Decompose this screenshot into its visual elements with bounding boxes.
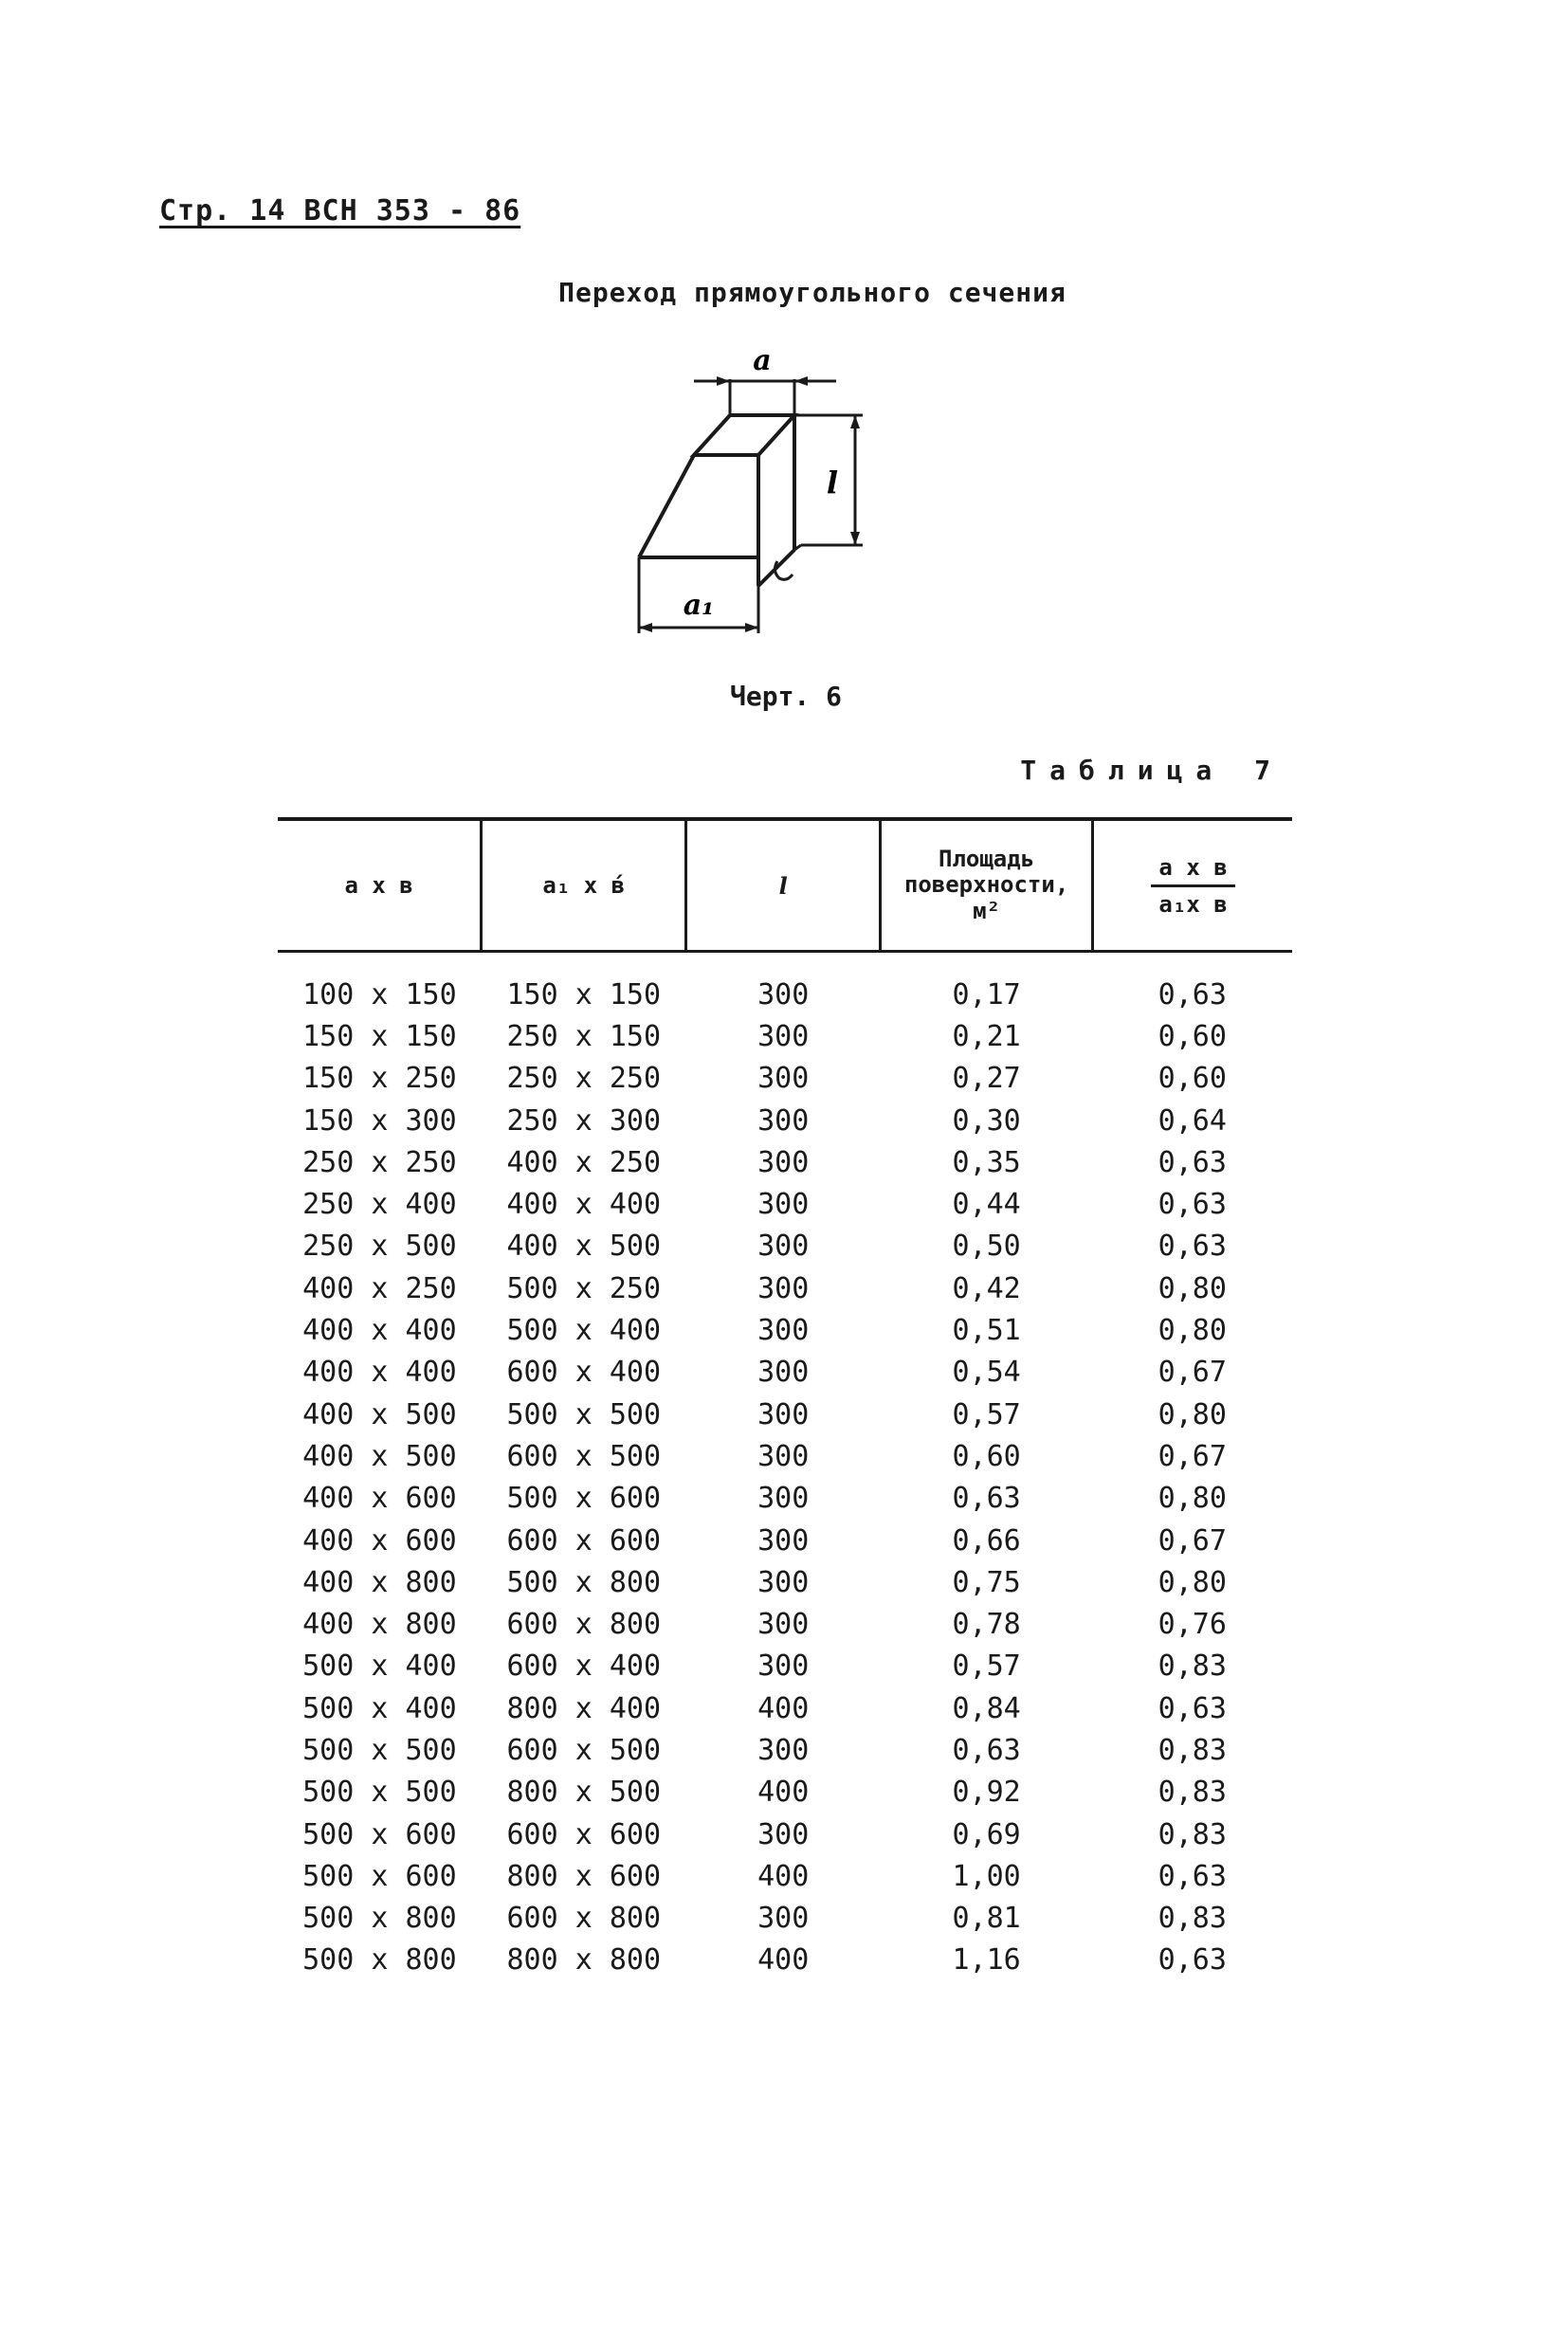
header-surface-area: Площадь поверхности, м² (881, 819, 1093, 952)
header-a1-x-b1: а₁ х в́ (482, 819, 686, 952)
cell-a-x-b: 400 х 500 (302, 1397, 457, 1431)
cell-a-x-b: 400 х 600 (302, 1523, 457, 1558)
cell-ratio: 0,63 (1158, 1859, 1227, 1893)
cell-a1-x-b1: 600 х 400 (506, 1356, 662, 1390)
cell-surface-area: 0,27 (952, 1062, 1021, 1096)
cell-length: 300 (757, 1902, 810, 1936)
cell-length: 300 (757, 1523, 810, 1558)
cell-a-x-b: 400 х 400 (302, 1314, 457, 1348)
cell-a1-x-b1: 400 х 250 (506, 1145, 662, 1179)
cell-length: 300 (757, 1062, 810, 1096)
cell-length: 300 (757, 1188, 810, 1222)
table-header-row (278, 819, 1292, 952)
cell-length: 300 (757, 1019, 810, 1053)
cell-length: 300 (757, 1608, 810, 1642)
cell-ratio: 0,80 (1158, 1314, 1227, 1348)
cell-surface-area: 0,17 (952, 977, 1021, 1011)
cell-ratio: 0,63 (1158, 1230, 1227, 1264)
cell-ratio: 0,83 (1158, 1902, 1227, 1936)
cell-length: 300 (757, 1356, 810, 1390)
cell-a1-x-b1: 500 х 400 (506, 1314, 662, 1348)
cell-a1-x-b1: 500 х 600 (506, 1482, 662, 1516)
cell-ratio: 0,80 (1158, 1271, 1227, 1305)
cell-length: 400 (757, 1776, 810, 1810)
label-a1: a₁ (683, 589, 715, 622)
cell-surface-area: 0,42 (952, 1271, 1021, 1305)
table-row (278, 1603, 1292, 1645)
cell-surface-area: 0,81 (952, 1902, 1021, 1936)
cell-length: 300 (757, 1103, 810, 1138)
cell-a1-x-b1: 600 х 800 (506, 1608, 662, 1642)
cell-a1-x-b1: 500 х 500 (506, 1397, 662, 1431)
table-row (278, 1478, 1292, 1520)
cell-a1-x-b1: 500 х 800 (506, 1565, 662, 1599)
cell-a-x-b: 150 х 300 (302, 1103, 457, 1138)
cell-a1-x-b1: 600 х 400 (506, 1649, 662, 1684)
cell-length: 300 (757, 1439, 810, 1473)
cell-a-x-b: 400 х 400 (302, 1356, 457, 1390)
cell-surface-area: 0,21 (952, 1019, 1021, 1053)
ratio-denominator: а₁х в (1158, 890, 1228, 918)
cell-surface-area: 0,51 (952, 1314, 1021, 1348)
table-row (278, 1394, 1292, 1435)
table-row (278, 1729, 1292, 1771)
cell-surface-area: 0,54 (952, 1356, 1021, 1390)
cell-a-x-b: 400 х 600 (302, 1482, 457, 1516)
cell-a-x-b: 400 х 250 (302, 1271, 457, 1305)
table-row (278, 952, 1292, 1016)
cell-a-x-b: 250 х 250 (302, 1145, 457, 1179)
cell-a-x-b: 500 х 600 (302, 1859, 457, 1893)
cell-a-x-b: 400 х 800 (302, 1565, 457, 1599)
table-row (278, 1855, 1292, 1897)
cell-a-x-b: 500 х 400 (302, 1691, 457, 1725)
cell-a1-x-b1: 150 х 150 (506, 977, 662, 1011)
cell-surface-area: 0,63 (952, 1733, 1021, 1767)
cell-a-x-b: 150 х 250 (302, 1062, 457, 1096)
table-row (278, 1561, 1292, 1603)
cell-a1-x-b1: 600 х 600 (506, 1523, 662, 1558)
cell-surface-area: 0,84 (952, 1691, 1021, 1725)
cell-ratio: 0,80 (1158, 1565, 1227, 1599)
figure-caption: Черт. 6 (730, 681, 843, 712)
cell-a1-x-b1: 600 х 500 (506, 1439, 662, 1473)
cell-length: 400 (757, 1859, 810, 1893)
cell-ratio: 0,60 (1158, 1019, 1227, 1053)
table-row (278, 1183, 1292, 1225)
cell-a-x-b: 250 х 400 (302, 1188, 457, 1222)
cell-a-x-b: 400 х 500 (302, 1439, 457, 1473)
table-row (278, 1772, 1292, 1813)
cell-ratio: 0,76 (1158, 1608, 1227, 1642)
table-row (278, 1435, 1292, 1477)
cell-surface-area: 0,30 (952, 1103, 1021, 1138)
cell-surface-area: 0,35 (952, 1145, 1021, 1179)
cell-ratio: 0,80 (1158, 1482, 1227, 1516)
cell-surface-area: 0,66 (952, 1523, 1021, 1558)
cell-ratio: 0,64 (1158, 1103, 1227, 1138)
cell-surface-area: 0,69 (952, 1817, 1021, 1851)
cell-a1-x-b1: 800 х 400 (506, 1691, 662, 1725)
figure-title: Переход прямоугольного сечения (558, 277, 1067, 308)
cell-a1-x-b1: 500 х 250 (506, 1271, 662, 1305)
cell-a1-x-b1: 600 х 600 (506, 1817, 662, 1851)
table-row (278, 1100, 1292, 1141)
cell-surface-area: 1,00 (952, 1859, 1021, 1893)
cell-ratio: 0,63 (1158, 1691, 1227, 1725)
cell-a-x-b: 500 х 800 (302, 1902, 457, 1936)
table-row (278, 1015, 1292, 1057)
cell-surface-area: 0,92 (952, 1776, 1021, 1810)
cell-surface-area: 0,63 (952, 1482, 1021, 1516)
table-row (278, 1309, 1292, 1351)
header-a-x-b: а х в (278, 819, 482, 952)
cell-a1-x-b1: 250 х 250 (506, 1062, 662, 1096)
cell-surface-area: 0,57 (952, 1649, 1021, 1684)
cell-length: 300 (757, 1733, 810, 1767)
cell-ratio: 0,60 (1158, 1062, 1227, 1096)
page-header: Стр. 14 ВСН 353 - 86 (159, 194, 521, 228)
cell-surface-area: 0,57 (952, 1397, 1021, 1431)
transition-drawing (635, 341, 939, 654)
cell-a-x-b: 400 х 800 (302, 1608, 457, 1642)
cell-length: 300 (757, 1230, 810, 1264)
label-a: a (753, 344, 772, 377)
cell-ratio: 0,67 (1158, 1523, 1227, 1558)
cell-length: 300 (757, 1271, 810, 1305)
cell-length: 300 (757, 1649, 810, 1684)
table-row (278, 1520, 1292, 1561)
cell-a1-x-b1: 800 х 800 (506, 1943, 662, 1977)
table-row (278, 1898, 1292, 1940)
cell-ratio: 0,67 (1158, 1439, 1227, 1473)
table-row (278, 1646, 1292, 1687)
ratio-fraction (1151, 854, 1234, 918)
table-row (278, 1226, 1292, 1267)
cell-ratio: 0,83 (1158, 1776, 1227, 1810)
cell-a1-x-b1: 800 х 600 (506, 1859, 662, 1893)
table-row (278, 1940, 1292, 1981)
cell-surface-area: 0,44 (952, 1188, 1021, 1222)
cell-a1-x-b1: 400 х 400 (506, 1188, 662, 1222)
label-l: l (826, 465, 839, 501)
cell-length: 300 (757, 1397, 810, 1431)
cell-surface-area: 0,75 (952, 1565, 1021, 1599)
header-ratio (1093, 819, 1292, 952)
cell-a-x-b: 150 х 150 (302, 1019, 457, 1053)
table-row (278, 1687, 1292, 1729)
header-length: l (686, 819, 881, 952)
cell-a1-x-b1: 250 х 300 (506, 1103, 662, 1138)
cell-a-x-b: 500 х 500 (302, 1733, 457, 1767)
cell-a1-x-b1: 800 х 500 (506, 1776, 662, 1810)
cell-a-x-b: 500 х 400 (302, 1649, 457, 1684)
cell-a1-x-b1: 250 х 150 (506, 1019, 662, 1053)
cell-ratio: 0,80 (1158, 1397, 1227, 1431)
cell-ratio: 0,63 (1158, 977, 1227, 1011)
table-row (278, 1141, 1292, 1183)
cell-length: 300 (757, 977, 810, 1011)
cell-a1-x-b1: 600 х 800 (506, 1902, 662, 1936)
cell-a-x-b: 500 х 500 (302, 1776, 457, 1810)
table-row (278, 1352, 1292, 1394)
cell-length: 300 (757, 1565, 810, 1599)
cell-length: 300 (757, 1314, 810, 1348)
cell-ratio: 0,83 (1158, 1649, 1227, 1684)
cell-a-x-b: 500 х 800 (302, 1943, 457, 1977)
cell-a1-x-b1: 600 х 500 (506, 1733, 662, 1767)
table-body (278, 952, 1292, 1982)
cell-surface-area: 0,50 (952, 1230, 1021, 1264)
cell-surface-area: 1,16 (952, 1943, 1021, 1977)
cell-ratio: 0,63 (1158, 1145, 1227, 1179)
cell-surface-area: 0,60 (952, 1439, 1021, 1473)
cell-length: 300 (757, 1817, 810, 1851)
table-row (278, 1267, 1292, 1309)
cell-ratio: 0,83 (1158, 1733, 1227, 1767)
table-label: Таблица 7 (1020, 755, 1284, 786)
cell-a1-x-b1: 400 х 500 (506, 1230, 662, 1264)
cell-length: 300 (757, 1482, 810, 1516)
cell-ratio: 0,63 (1158, 1943, 1227, 1977)
cell-length: 400 (757, 1943, 810, 1977)
cell-a-x-b: 250 х 500 (302, 1230, 457, 1264)
cell-ratio: 0,63 (1158, 1188, 1227, 1222)
cell-a-x-b: 100 х 150 (302, 977, 457, 1011)
cell-ratio: 0,83 (1158, 1817, 1227, 1851)
table-row (278, 1813, 1292, 1855)
cell-length: 400 (757, 1691, 810, 1725)
cell-surface-area: 0,78 (952, 1608, 1021, 1642)
table-row (278, 1058, 1292, 1100)
cell-ratio: 0,67 (1158, 1356, 1227, 1390)
data-table (278, 817, 1292, 1981)
cell-length: 300 (757, 1145, 810, 1179)
ratio-numerator: а х в (1151, 854, 1234, 887)
cell-a-x-b: 500 х 600 (302, 1817, 457, 1851)
